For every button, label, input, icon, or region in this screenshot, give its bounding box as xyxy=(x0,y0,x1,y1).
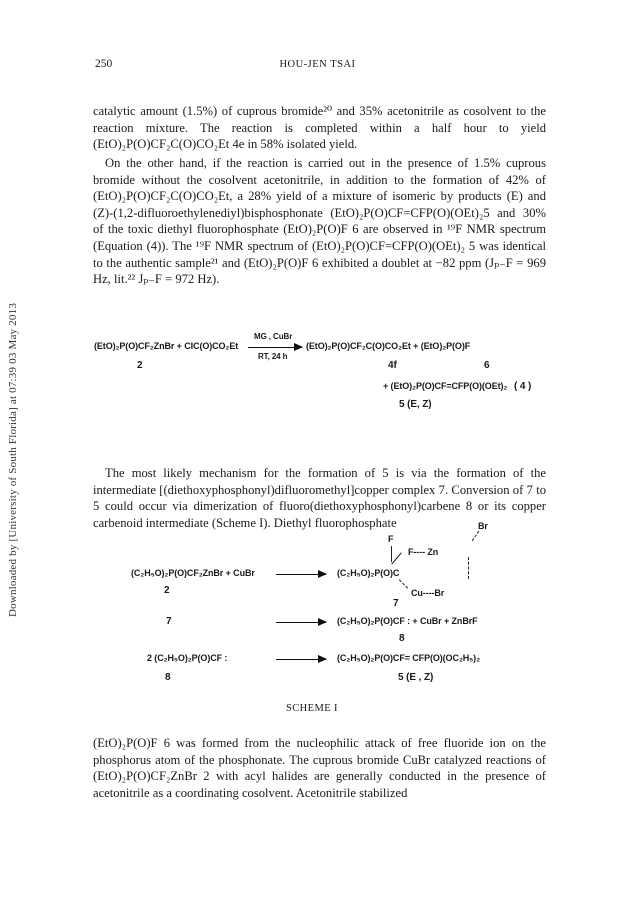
paragraph-3: The most likely mechanism for the formation of 5 is via the formation of the intermediate [(diethoxyphosphonyl)difluoromethyl]copper complex 7. Conversion of 7 to 5 could occur via dimerization of fluoro(diethoxyphosphonyl)carbene 8 or its copper carbenoid intermediate (Scheme I). Diethyl fluorophosphate xyxy=(93,466,546,530)
scheme-row1-left: (C₂H₅O)₂P(O)CF₂ZnBr + CuBr xyxy=(131,568,255,578)
scheme-row3-right-label: 5 (E , Z) xyxy=(398,672,434,683)
complex-c-cu-bond xyxy=(399,579,408,588)
equation-number: ( 4 ) xyxy=(514,381,532,392)
scheme-row3-left-label: 8 xyxy=(165,672,171,683)
running-head: HOU-JEN TSAI xyxy=(279,59,356,70)
complex-zn-cu-bond xyxy=(468,557,469,579)
scheme-row2-right-label: 8 xyxy=(399,633,405,644)
complex-fluorine: F xyxy=(388,534,394,544)
complex-zn-br-bond xyxy=(472,531,480,541)
complex-zinc: F---- Zn xyxy=(408,547,439,557)
complex-main: (C₂H₅O)₂P(O)C xyxy=(337,568,400,578)
scheme-row3-left: 2 (C₂H₅O)₂P(O)CF : xyxy=(147,653,228,663)
download-notice xyxy=(4,220,22,700)
equation-label-product1: 4f xyxy=(388,360,397,371)
scheme-caption: SCHEME I xyxy=(286,703,338,714)
paragraph-2: On the other hand, if the reaction is carried out in the presence of 1.5% cuprous bromide without the cosolvent acetonitrile, in addition to the formation of 42% of (EtO)₂P(O)CF₂C(O)CO₂Et, a 28% yield of a mixture of isomeric by products (E) and (Z)-(1,2-difluoroethylenediyl)bisphosphonate (EtO)₂P(O)CF=CFP(O)(OEt)₂5 and 30% of the toxic diethyl fluorophosphate (EtO)₂P(O)F 6 are observed in ¹⁹F NMR spectrum (Equation (4)). The ¹⁹F NMR spectrum of (EtO)₂P(O)CF=CFP(O)(OEt)₂ 5 was identical to the authentic sample²¹ and (EtO)₂P(O)F 6 exhibited a doublet at −82 ppm (Jₚ₋F = 969 Hz, lit.²² Jₚ₋F = 972 Hz). xyxy=(93,156,546,287)
equation-conditions-bottom: RT, 24 h xyxy=(258,352,288,361)
scheme-arrow-2 xyxy=(276,622,326,623)
paragraph-1: catalytic amount (1.5%) of cuprous bromide²⁰ and 35% acetonitrile as cosolvent to the reaction mixture. The reaction is completed within a half hour to yield (EtO)₂P(O)CF₂C(O)CO₂Et 4e in 58% isolated yield. xyxy=(93,104,546,152)
equation-label-byproduct: 5 (E, Z) xyxy=(399,399,432,410)
equation-reactants: (EtO)₂P(O)CF₂ZnBr + ClC(O)CO₂Et xyxy=(94,341,239,351)
equation-byproduct: + (EtO)₂P(O)CF=CFP(O)(OEt)₂ xyxy=(383,381,508,391)
equation-conditions-top: MG , CuBr xyxy=(254,332,293,341)
equation-arrow xyxy=(248,347,302,348)
complex-copper: Cu----Br xyxy=(411,588,445,598)
complex-bromine-top: Br xyxy=(478,521,488,531)
complex-c-f2-bond xyxy=(391,552,401,564)
scheme-row3-right: (C₂H₅O)₂P(O)CF= CFP(O)(OC₂H₅)₂ xyxy=(337,653,480,663)
scheme-row2-right: (C₂H₅O)₂P(O)CF : + CuBr + ZnBrF xyxy=(337,616,478,626)
equation-label-reactant: 2 xyxy=(137,360,143,371)
scheme-arrow-3 xyxy=(276,659,326,660)
scheme-arrow-1 xyxy=(276,574,326,575)
page-number: 250 xyxy=(95,58,113,70)
complex-label: 7 xyxy=(393,598,399,609)
download-notice-text: Downloaded by [University of South Florida] at 07:39 03 May 2013 xyxy=(7,302,19,618)
complex-c-f-bond xyxy=(391,546,392,562)
equation-label-product2: 6 xyxy=(484,360,490,371)
scheme-row2-left: 7 xyxy=(166,616,172,627)
paragraph-4: (EtO)₂P(O)F 6 was formed from the nucleophilic attack of free fluoride ion on the phosphorus atom of the phosphonate. The cuprous bromide CuBr catalyzed reactions of (EtO)₂P(O)CF₂ZnBr 2 with acyl halides are generally conducted in the presence of acetonitrile as a coordinating cosolvent. Acetonitrile stabilized xyxy=(93,736,546,800)
scheme-row1-left-label: 2 xyxy=(164,585,170,596)
equation-products: (EtO)₂P(O)CF₂C(O)CO₂Et + (EtO)₂P(O)F xyxy=(306,341,471,351)
page-header xyxy=(95,58,540,74)
